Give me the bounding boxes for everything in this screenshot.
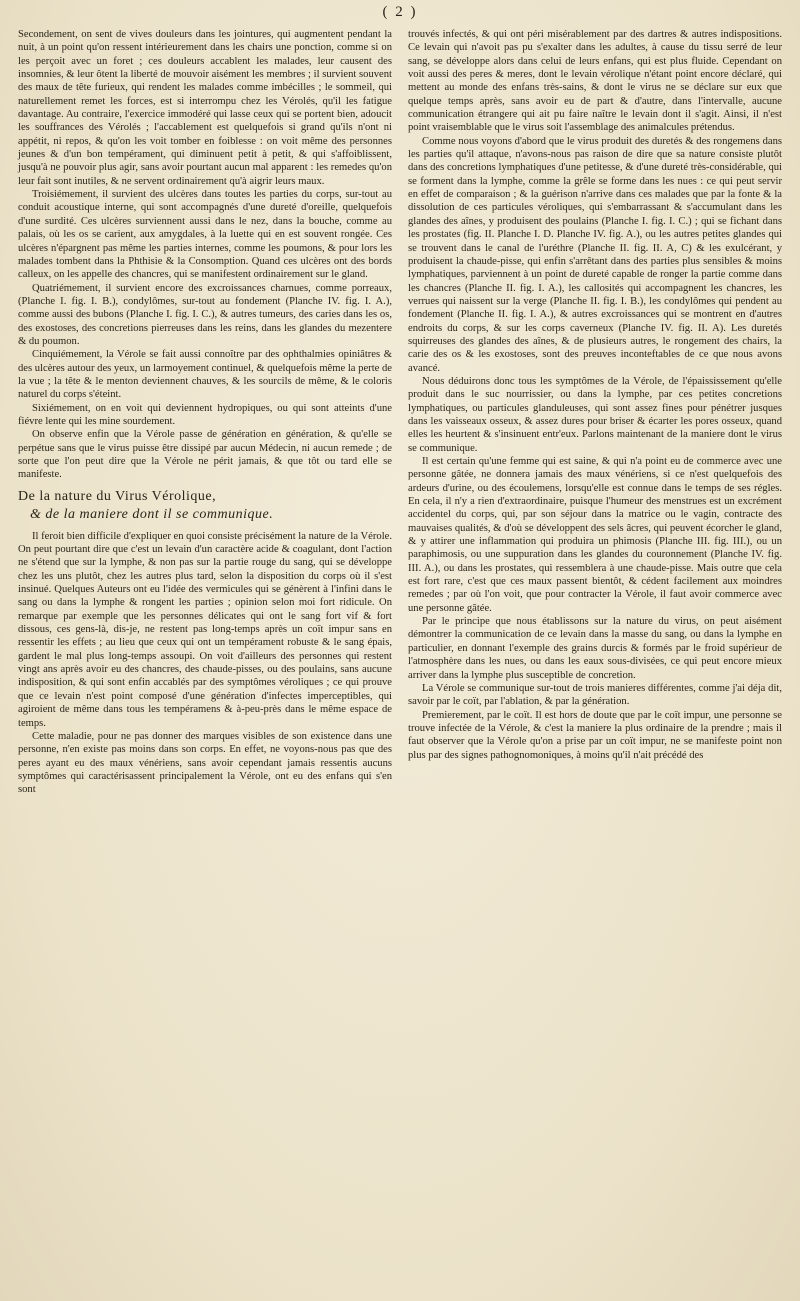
right-column bbox=[408, 28, 782, 762]
paragraph: Cinquiémement, la Vérole se fait aussi connoître par des ophthalmies opiniâtres & des ulcères autour des yeux, un larmoyement continuel, & quelquefois même la perte de la vue ; la tête & le menton deviennent chauves, & les sourcils de même, & le coloris naturel du corps s'éteint. bbox=[18, 349, 392, 401]
paragraph: Sixiémement, on en voit qui deviennent hydropiques, ou qui sont atteints d'une fiévre lente qui les mine sourdement. bbox=[18, 402, 392, 427]
paragraph: Quatriémement, il survient encore des excroissances charnues, comme porreaux, (Planche I. fig. I. B.), condylômes, sur-tout au fondement (Planche IV. fig. I. A.), comme aussi des bubons (Planche I. fig. I. C.), & autres tumeurs, des caries dans les os, des exostoses, des concretions pierreuses dans les reins, dans les glandes du mezentere & du poumon. bbox=[18, 282, 392, 347]
section-heading bbox=[18, 488, 392, 524]
paragraph: Cette maladie, pour ne pas donner des marques visibles de son existence dans une personne, n'en existe pas moins dans son corps. En effet, ne voyons-nous pas que des peres ayant eu des maux vénériens, sans avoir cependant jamais ressentis aucuns symptômes qui caractérisassent principalement la Vérole, ont eu des enfans qui s'en sont bbox=[18, 730, 392, 796]
paragraph: trouvés infectés, & qui ont péri misérablement par des dartres & autres indispositions. Ce levain qui n'avoit pas pu s'exalter dans les adultes, à cause du tissu serré de leur sang, se développe alors dans celui de leurs enfans, qui est plus fluide. Cependant on voit aussi des peres & meres, dont le levain vérolique n'étant point encore déclaré, qui mettent au monde des enfans très-sains, & dont le virus ne se déclare sur eux que quelque temps après, sans avoir eu de part & d'autre, dans l'intervalle, aucune communication étrangere qui ait pu faire naître le levain dont il s'agit. Ainsi, il n'est point vraisemblable que le virus soit l'assemblage des animalcules prétendus. bbox=[408, 29, 782, 134]
paragraph: Par le principe que nous établissons sur la nature du virus, on peut aisément démontrer la communication de ce levain dans la masse du sang, ou dans la lymphe en particulier, en donnant l'exemple des grains durcis & formés par le froid supérieur de l'atmosphère dans les nues, ou dans les eaux sous-divisées, ce qui peut encore mieux arriver dans la lymphe plus susceptible de concretion. bbox=[408, 616, 782, 681]
page-number: ( 2 ) bbox=[382, 4, 418, 20]
paragraph: Premierement, par le coït. Il est hors de doute que par le coït impur, une personne se trouve infectée de la Vérole, & c'est la maniere la plus ordinaire de la prendre ; mais il faut observer que la Vérole qu'on a prise par un coït impur, ne se manifeste point non plus par des signes pathognomoniques, à moins qu'il n'ait précédé des bbox=[408, 709, 782, 761]
paragraph: Nous déduirons donc tous les symptômes de la Vérole, de l'épaississement qu'elle produit dans le suc nourrissier, ou dans la lymphe, par ces petites concretions lymphatiques, ou particules glanduleuses, qui sont assez fines pour pénétrer jusques dans les vaisseaux osseux, & assez dures pour briser & écarter les pores osseux, quand elles les heurtent & s'insinuent entr'eux. Parlons maintenant de la maniere dont le virus se communique. bbox=[408, 375, 782, 454]
paragraph: Il est certain qu'une femme qui est saine, & qui n'a point eu de commerce avec une personne gâtée, ne donnera jamais des maux vénériens, si ce n'est quelquefois des ardeurs d'urine, ou des écoulemens, lorsqu'elle est connue dans le temps de ses régles. En cela, il n'y a rien d'extraordinaire, puisque l'humeur des menstrues est un excrément accidentel du corps, qui, par son séjour dans la matrice ou le vagin, contracte des mauvaises qualités, & d'où se développent des sels âcres, qui peuvent écorcher le gland, & y attirer une inflammation qui produira un phimosis (Planche III. fig. III.), ou un paraphimosis, ou une suppuration dans les glandes du couronnement (Planche IV. fig. III. A.), ou dans les prostates, qui ressemblera à une chaude-pisse. Mais outre que cela est fort rare, c'est que ces maux passent bientôt, & cédent facilement aux moindres remedes ; par où l'on voit, que pour contracter la Vérole, il faut avoir commerce avec une personne gâtée. bbox=[408, 456, 782, 614]
paragraph: Secondement, on sent de vives douleurs dans les jointures, qui augmentent pendant la nuit, à un point qu'on ressent intérieurement dans les chairs une ponction, comme si on les perçoit avec un foret ; ces douleurs accablent les malades, leur causent des insomnies, & leur ôtent la liberté de mouvoir aisément les membres ; il survient souvent des maux de tête furieux, qui rendent les malades comme imbécilles ; le sommeil, qui naturellement remet les forces, est si interrompu chez les Vérolés, qu'il les fatigue davantage. Au contraire, l'exercice immodéré qui lasse ceux qui se portent bien, adoucit les souffrances des Vérolés ; l'accablement est quelquefois si grand qu'ils n'ont ni appétit, ni repos, & qu'on les voit tomber en foiblesse : on voit même des personnes jeunes & d'un bon tempérament, qui diminuent petit à petit, & qui s'affoiblissent, jusqu'à ne pouvoir plus agir, sans avoir pourtant aucun mal apparent : les remedes qu'on leur fait sont inutiles, & ne servent ordinairement qu'à aigrir leurs maux. bbox=[18, 29, 392, 187]
paragraph: La Vérole se communique sur-tout de trois manieres différentes, comme j'ai déja dit, savoir par le coït, par l'ablation, & par la génération. bbox=[408, 682, 782, 708]
paragraph: Il feroit bien difficile d'expliquer en quoi consiste précisément la nature de la Vérole. On peut pourtant dire que c'est un levain d'un caractère acide & coagulant, dont l'action ne s'étend que sur la lymphe, & non pas sur la partie rouge du sang, qui se développe chez les uns plutôt, chez les autres plus tard, selon la disposition du corps où il s'est insinué. Quelques Auteurs ont eu l'idée des vermicules qui se génèrent à l'infini dans le sang ou dans la lymphe & rongent les parties ; opinion selon moi fort ridicule. On remarque par exemple que les personnes délicates qui ont le sang fort vif & fort dissous, ces gens-là, dis-je, ne restent pas long-temps après un coït impur sans en ressentir les effets ; au lieu que ceux qui ont un tempérament robuste & le sang épais, gardent le mal plus long-temps assoupi. On voit d'ailleurs des personnes qui restent vingt ans après avoir eu des chancres, des chaude-pisses, ou des poulains, sans aucune indisposition, & qui sont enfin accablés par des symptômes véroliques ; ce qui prouve que ce levain n'est point composé d'une génération d'infectes imperceptibles, qui agiroient de même dans tous les tempéramens & à-peu-près dans le même espace de temps. bbox=[18, 530, 392, 729]
section-heading-line-2: & de la maniere dont il se communique. bbox=[30, 506, 274, 522]
left-column bbox=[18, 28, 392, 797]
paragraph: Comme nous voyons d'abord que le virus produit des duretés & des rongemens dans les parties qu'il attaque, n'avons-nous pas raison de dire que sa nature consiste plutôt dans des concretions lymphatiques d'une petitesse, & d'une dureté très-considérable, qui se forment dans la lymphe, comme la grêle se forme dans les nues : ce qui peut servir en effet de comparaison ; & la guérison n'arrive dans ces malades que par la fonte & la dissolution de ces particules véroliques, qui s'embarrassant & s'accumulant dans les glandes des aînes, y produisent des poulains (Planche I. fig. I. C.) ; qui se fichant dans les prostates (fig. II. Planche I. D. Planche IV. fig. A.), ou les autres petites glandes qui se trouvent dans le canal de l'uréthre (Planche II. fig. II. A, C) & les exulcérant, y produisent la chaude-pisse, qui enfin s'arrêtant dans des parties plus sensibles & moins lymphatiques, parviennent à un point de dureté capable de ronger la partie comme dans les chancres (Planche II. fig. I. A.), les callosités qui accompagnent les chancres, les verrues qui naissent sur la verge (Planche II. fig. I. B.), les condylômes qui pendent au fondement (Planche II. fig. I. A.), & autres excroissances qui se montrent en d'autres endroits du corps, & sur les corps caverneux (Planche IV. fig. II. A). Les duretés squirreuses des glandes des aînes, & de plusieurs autres, le rongement des chairs, la carie des os & les exostoses, sont des preuves inconteftables de ce que nous avons avancé. bbox=[408, 135, 782, 374]
paragraph: Troisiémement, il survient des ulcères dans toutes les parties du corps, sur-tout au conduit acoustique interne, qui sont accompagnés d'une dureté d'oreille, quelquefois d'une surdité. Ces ulcères surviennent aussi dans le nez, dans la bouche, comme au palais, où les os se carient, aux amygdales, à la luette qui en est souvent rongée. Ces ulcères n'épargnent pas même les parties internes, comme les poumons, & pour lors les malades tombent dans la Phthisie & la Consomption. Quand ces ulcères ont des bords calleux, on les appelle des chancres, qui se manifestent ordinairement sur le gland. bbox=[18, 189, 392, 281]
section-heading-line-1: De la nature du Virus Vérolique, bbox=[18, 488, 217, 504]
paragraph: On observe enfin que la Vérole passe de génération en génération, & qu'elle se perpétue sans que le virus puisse être dissipé par aucun Médecin, ni aucun remede ; de sorte que l'on peut dire que la Vérole ne périt jamais, & que tôt ou tard elle se manifeste. bbox=[18, 429, 392, 481]
